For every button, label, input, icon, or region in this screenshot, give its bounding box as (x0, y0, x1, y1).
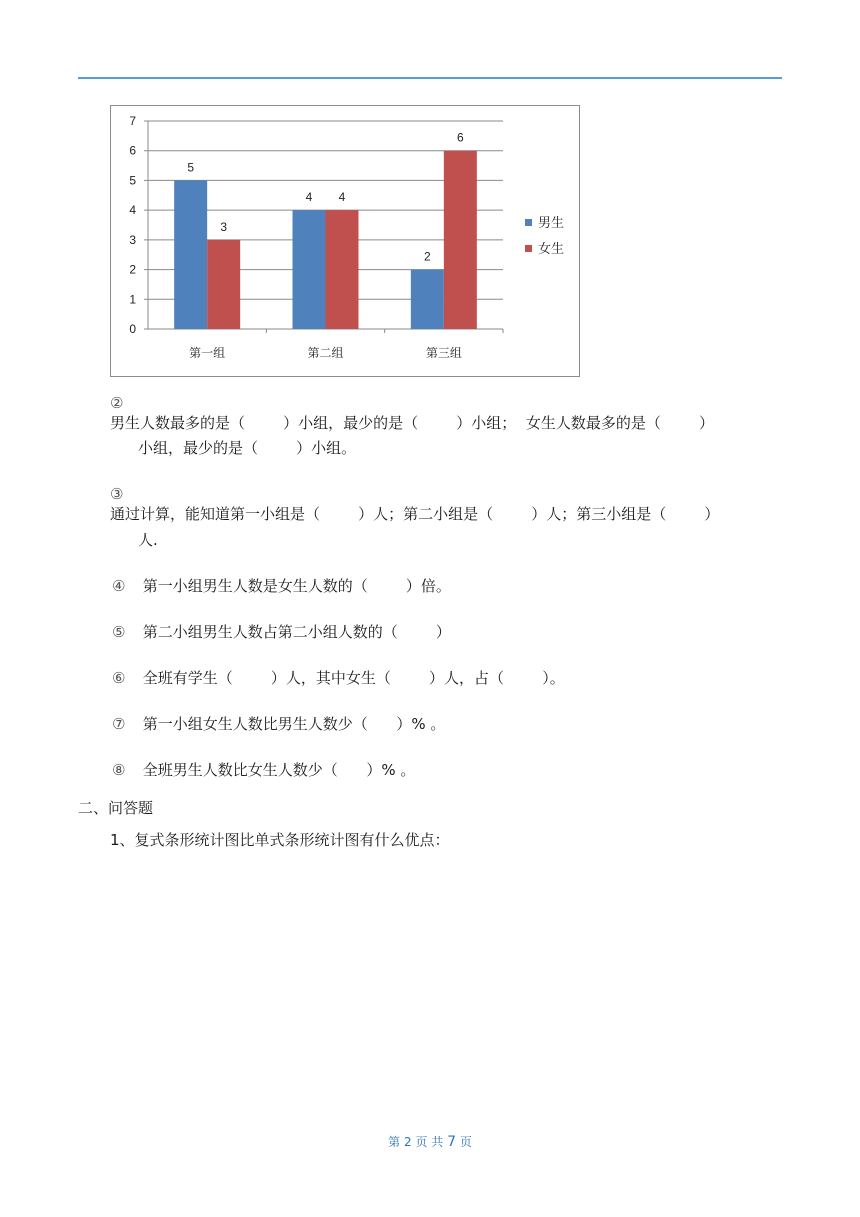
header-rule (78, 77, 782, 79)
footer-pre: 第 (388, 1135, 401, 1149)
legend-swatch (525, 219, 532, 226)
question-number: ⑤ (112, 623, 126, 641)
question-3-continuation (138, 530, 158, 550)
question-text: 第一小组女生人数比男生人数少（ ）% 。 (138, 715, 446, 733)
data-label: 5 (187, 160, 195, 175)
legend-label: 女生 (538, 242, 565, 257)
footer-total: 7 (447, 1134, 457, 1150)
x-tick-label: 第三组 (425, 346, 462, 360)
question-8 (112, 760, 415, 780)
footer-page: 2 (403, 1135, 412, 1149)
bar-boys (411, 270, 444, 329)
question-text: 小组，最少的是（ ）小组。 (138, 439, 357, 457)
legend-swatch (525, 245, 532, 252)
data-label: 3 (220, 219, 228, 234)
y-tick-label: 6 (129, 143, 136, 158)
y-tick-label: 0 (129, 322, 136, 336)
data-label: 4 (338, 190, 346, 205)
bar-boys (174, 180, 207, 329)
question-5 (112, 622, 451, 642)
data-label: 2 (423, 249, 431, 264)
y-tick-label: 2 (129, 262, 136, 277)
question-text: 全班有学生（ ）人，其中女生（ ）人，占（ ）。 (138, 669, 565, 687)
bar-chart (110, 105, 580, 377)
y-tick-label: 5 (129, 173, 136, 188)
data-label: 6 (456, 130, 464, 145)
bar-chart-svg (111, 106, 579, 376)
bar-girls (207, 240, 240, 329)
y-tick-label: 3 (129, 232, 136, 247)
bar-girls (444, 151, 477, 329)
question-number: ⑧ (112, 761, 126, 779)
bar-girls (326, 210, 359, 329)
question-number: ⑦ (112, 715, 126, 733)
question-4 (112, 576, 451, 596)
question-text: 男生人数最多的是（ ）小组，最少的是（ ）小组； 女生人数最多的是（ ） (110, 414, 714, 432)
data-label: 4 (305, 190, 313, 205)
question-text: 第一小组男生人数是女生人数的（ ）倍。 (138, 577, 451, 595)
section-title: 二、问答题 (78, 799, 154, 817)
question-number: ③ (110, 485, 124, 503)
x-tick-label: 第一组 (189, 346, 226, 360)
bar-boys (293, 210, 326, 329)
question-text: 全班男生人数比女生人数少（ ）% 。 (138, 761, 416, 779)
y-tick-label: 4 (129, 203, 136, 218)
question-2-continuation (138, 438, 356, 458)
sub-question-1: 1、复式条形统计图比单式条形统计图有什么优点： (110, 831, 450, 849)
x-tick-label: 第二组 (307, 346, 344, 360)
question-6 (112, 668, 565, 688)
y-tick-label: 7 (129, 114, 136, 128)
question-text: 通过计算，能知道第一小组是（ ）人；第二小组是（ ）人；第三小组是（ ） (110, 505, 720, 523)
question-text: 第二小组男生人数占第二小组人数的（ ） (138, 623, 451, 641)
footer-mid: 页 共 (415, 1135, 444, 1149)
question-number: ⑥ (112, 669, 126, 687)
question-2 (110, 393, 782, 433)
y-tick-label: 1 (129, 292, 136, 307)
legend-label: 男生 (538, 216, 565, 231)
question-number: ② (110, 394, 124, 412)
footer-post: 页 (459, 1135, 472, 1149)
question-7 (112, 714, 445, 734)
question-3 (110, 484, 782, 524)
question-text: 人. (138, 531, 158, 549)
page-footer (0, 1133, 860, 1150)
question-number: ④ (112, 577, 126, 595)
